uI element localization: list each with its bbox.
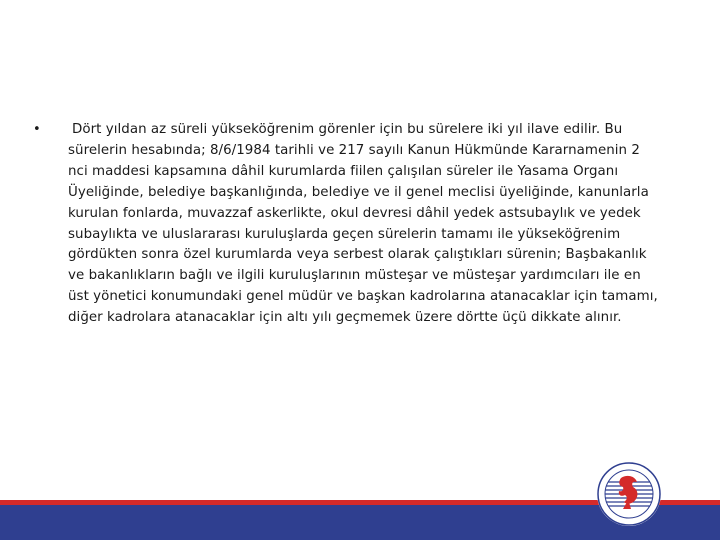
slide-body bbox=[33, 120, 658, 329]
university-seal-icon bbox=[597, 462, 661, 526]
bullet-marker: • bbox=[33, 122, 41, 137]
body-paragraph: Dört yıldan az süreli yükseköğrenim görenler için bu sürelere iki yıl ilave edilir. Bu sürelerin hesabında; 8/6/1984 tarihli ve 217 sayılı Kanun Hükmünde Kararnamenin 2 nci maddesi kapsamına dâhil kurumlarda fiilen çalışılan süreler ile Yasama Organı Üyeliğinde, belediye başkanlığında, belediye ve il genel meclisi üyeliğinde, kanunlarla kurulan fonlarda, muvazzaf askerlikte, okul devresi dâhil yedek astsubaylık ve yedek subaylıkta ve uluslararası kuruluşlarda geçen sürelerin tamamı ile yükseköğrenim gördükten sonra özel kurumlarda veya serbest olarak çalıştıkları sürenin; Başbakanlık ve bakanlıkların bağlı ve ilgili kuruluşlarının müsteşar ve müsteşar yardımcıları ile en üst yönetici konumundaki genel müdür ve başkan kadrolarına atanacaklar için tamamı, diğer kadrolara atanacaklar için altı yılı geçmemek üzere dörtte üçü dikkate alınır. bbox=[68, 122, 658, 326]
